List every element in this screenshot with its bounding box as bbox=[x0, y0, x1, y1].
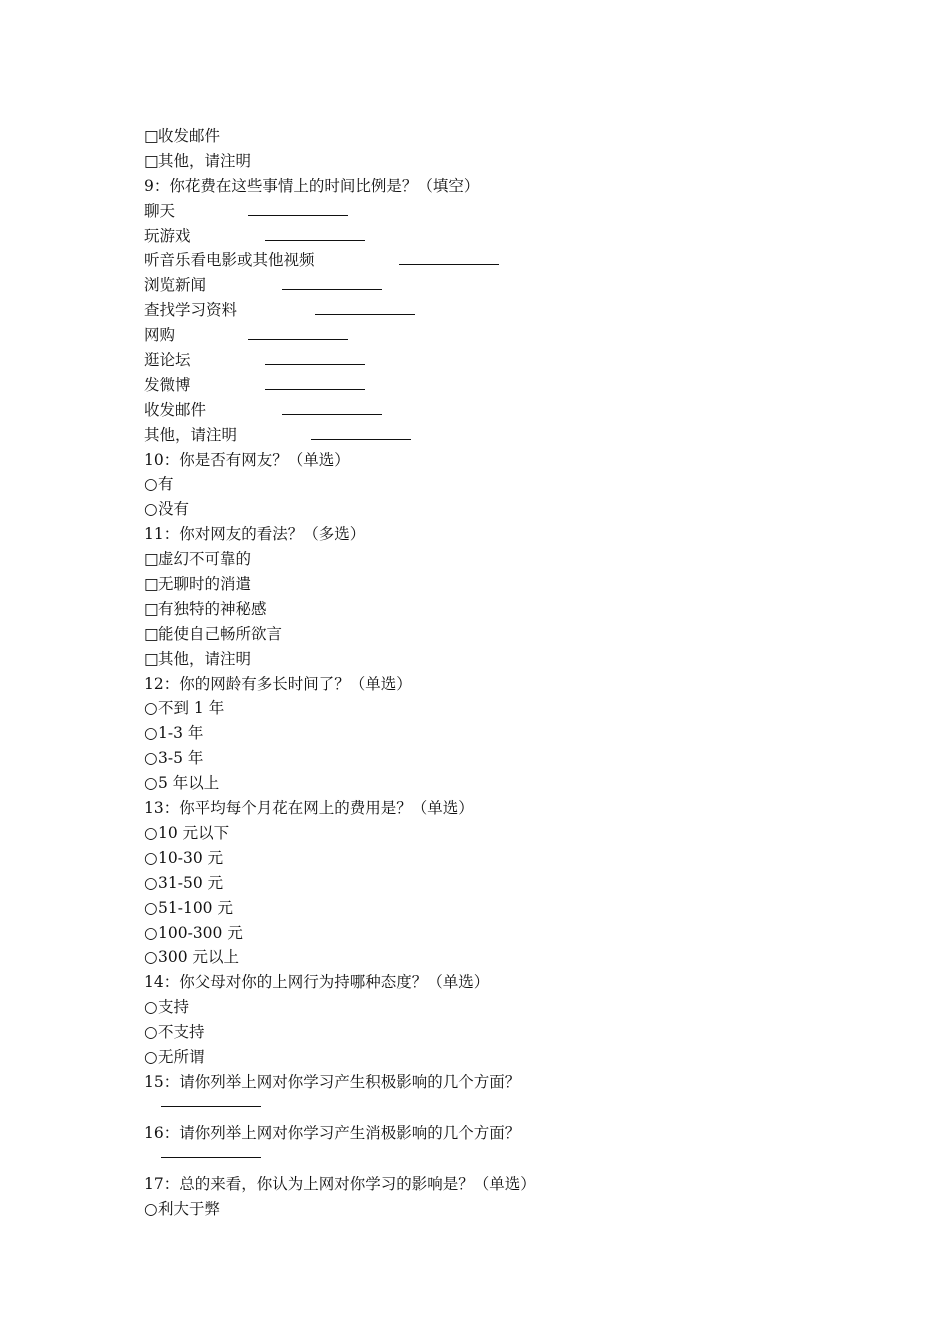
checkbox-option[interactable] bbox=[144, 547, 864, 572]
option-label: 10-30 元 bbox=[158, 848, 224, 867]
radio-option[interactable] bbox=[144, 995, 864, 1020]
question-title: 17：总的来看，你认为上网对你学习的影响是？（单选） bbox=[144, 1174, 536, 1193]
fill-row bbox=[144, 248, 864, 273]
radio-icon[interactable]: ○ bbox=[144, 724, 158, 743]
fill-label: 发微博 bbox=[144, 375, 191, 394]
checkbox-icon[interactable]: □ bbox=[144, 624, 159, 643]
fill-row bbox=[144, 398, 864, 423]
checkbox-icon[interactable]: □ bbox=[144, 575, 159, 594]
radio-option[interactable] bbox=[144, 771, 864, 796]
question-title: 11：你对网友的看法？（多选） bbox=[144, 525, 366, 544]
radio-option[interactable] bbox=[144, 1020, 864, 1045]
radio-option[interactable] bbox=[144, 846, 864, 871]
fill-row bbox=[144, 298, 864, 323]
option-label: 能使自己畅所欲言 bbox=[158, 624, 283, 643]
fill-label: 浏览新闻 bbox=[144, 276, 207, 295]
option-label: 100-300 元 bbox=[158, 923, 243, 942]
fill-label: 网购 bbox=[144, 326, 176, 345]
fill-label: 查找学习资料 bbox=[144, 301, 238, 320]
option-label: 虚幻不可靠的 bbox=[158, 550, 252, 569]
option-label: 利大于弊 bbox=[158, 1199, 221, 1218]
fill-blank[interactable] bbox=[265, 240, 365, 241]
fill-blank[interactable] bbox=[311, 439, 411, 440]
radio-icon[interactable]: ○ bbox=[144, 699, 158, 718]
radio-option[interactable] bbox=[144, 746, 864, 771]
fill-blank[interactable] bbox=[399, 264, 499, 265]
option-label: 无聊时的消遣 bbox=[158, 575, 252, 594]
radio-icon[interactable]: ○ bbox=[144, 1047, 158, 1066]
option-label: 1-3 年 bbox=[158, 724, 204, 743]
fill-label: 其他，请注明 bbox=[144, 425, 238, 444]
checkbox-icon[interactable]: □ bbox=[144, 127, 159, 145]
radio-icon[interactable]: ○ bbox=[144, 749, 158, 768]
option-label: 其他，请注明 bbox=[158, 151, 252, 170]
radio-icon[interactable]: ○ bbox=[144, 898, 158, 917]
fill-label: 聊天 bbox=[144, 201, 176, 220]
option-label: 有独特的神秘感 bbox=[158, 599, 267, 618]
fill-row bbox=[144, 199, 864, 224]
option-label: 10 元以下 bbox=[158, 823, 230, 842]
option-label: 没有 bbox=[158, 500, 190, 519]
fill-blank[interactable] bbox=[248, 339, 348, 340]
radio-icon[interactable]: ○ bbox=[144, 475, 158, 494]
radio-icon[interactable]: ○ bbox=[144, 774, 158, 793]
fill-row bbox=[144, 348, 864, 373]
fill-row bbox=[144, 423, 864, 448]
question-title: 14：你父母对你的上网行为持哪种态度？（单选） bbox=[144, 973, 490, 992]
radio-option[interactable] bbox=[144, 1197, 864, 1222]
option-label: 支持 bbox=[158, 998, 190, 1017]
radio-option[interactable] bbox=[144, 896, 864, 921]
answer-row bbox=[144, 1146, 864, 1172]
fill-row bbox=[144, 373, 864, 398]
radio-icon[interactable]: ○ bbox=[144, 948, 158, 967]
fill-label: 收发邮件 bbox=[144, 400, 207, 419]
checkbox-icon[interactable]: □ bbox=[144, 599, 159, 618]
answer-blank[interactable] bbox=[161, 1106, 261, 1107]
radio-icon[interactable]: ○ bbox=[144, 500, 158, 519]
fill-blank[interactable] bbox=[265, 364, 365, 365]
radio-icon[interactable]: ○ bbox=[144, 923, 158, 942]
fill-label: 逛论坛 bbox=[144, 351, 191, 370]
fill-row bbox=[144, 273, 864, 298]
option-label: 其他，请注明 bbox=[158, 649, 252, 668]
radio-option[interactable] bbox=[144, 871, 864, 896]
fill-label: 玩游戏 bbox=[144, 226, 191, 245]
option-label: 不支持 bbox=[158, 1023, 205, 1042]
fill-blank[interactable] bbox=[282, 414, 382, 415]
checkbox-option[interactable] bbox=[144, 597, 864, 622]
question-title: 12：你的网龄有多长时间了？（单选） bbox=[144, 674, 412, 693]
radio-option[interactable] bbox=[144, 1045, 864, 1070]
fill-blank[interactable] bbox=[248, 215, 348, 216]
radio-option[interactable] bbox=[144, 921, 864, 946]
checkbox-option[interactable] bbox=[144, 149, 864, 174]
radio-icon[interactable]: ○ bbox=[144, 998, 158, 1017]
fill-label: 听音乐看电影或其他视频 bbox=[144, 251, 315, 270]
radio-icon[interactable]: ○ bbox=[144, 823, 158, 842]
option-label: 5 年以上 bbox=[158, 774, 220, 793]
question-title: 16：请你列举上网对你学习产生消极影响的几个方面？ bbox=[144, 1123, 521, 1142]
checkbox-option[interactable] bbox=[144, 124, 864, 149]
option-label: 300 元以上 bbox=[158, 948, 240, 967]
option-label: 不到 1 年 bbox=[158, 699, 225, 718]
fill-row bbox=[144, 224, 864, 249]
radio-option[interactable] bbox=[144, 696, 864, 721]
question-title: 9：你花费在这些事情上的时间比例是？（填空） bbox=[144, 176, 480, 195]
fill-blank[interactable] bbox=[315, 314, 415, 315]
radio-icon[interactable]: ○ bbox=[144, 873, 158, 892]
radio-option[interactable] bbox=[144, 821, 864, 846]
option-label: 收发邮件 bbox=[158, 127, 221, 145]
checkbox-icon[interactable]: □ bbox=[144, 550, 159, 569]
option-label: 无所谓 bbox=[158, 1047, 205, 1066]
question-title: 15：请你列举上网对你学习产生积极影响的几个方面？ bbox=[144, 1072, 521, 1091]
checkbox-icon[interactable]: □ bbox=[144, 649, 159, 668]
radio-icon[interactable]: ○ bbox=[144, 848, 158, 867]
question-title: 13：你平均每个月花在网上的费用是？（单选） bbox=[144, 799, 474, 818]
radio-option[interactable] bbox=[144, 945, 864, 970]
answer-row bbox=[144, 1095, 864, 1121]
checkbox-option[interactable] bbox=[144, 622, 864, 647]
answer-blank[interactable] bbox=[161, 1157, 261, 1158]
survey-content bbox=[144, 124, 864, 1221]
radio-option[interactable] bbox=[144, 721, 864, 746]
option-label: 31-50 元 bbox=[158, 873, 224, 892]
radio-icon[interactable]: ○ bbox=[144, 1199, 158, 1218]
radio-option[interactable] bbox=[144, 472, 864, 497]
radio-icon[interactable]: ○ bbox=[144, 1023, 158, 1042]
option-label: 51-100 元 bbox=[158, 898, 233, 917]
fill-blank[interactable] bbox=[265, 389, 365, 390]
fill-blank[interactable] bbox=[282, 289, 382, 290]
radio-option[interactable] bbox=[144, 497, 864, 522]
option-label: 有 bbox=[158, 475, 174, 494]
question-title: 10：你是否有网友？（单选） bbox=[144, 450, 350, 469]
checkbox-option[interactable] bbox=[144, 647, 864, 672]
checkbox-icon[interactable]: □ bbox=[144, 151, 159, 170]
checkbox-option[interactable] bbox=[144, 572, 864, 597]
fill-row bbox=[144, 323, 864, 348]
option-label: 3-5 年 bbox=[158, 749, 204, 768]
